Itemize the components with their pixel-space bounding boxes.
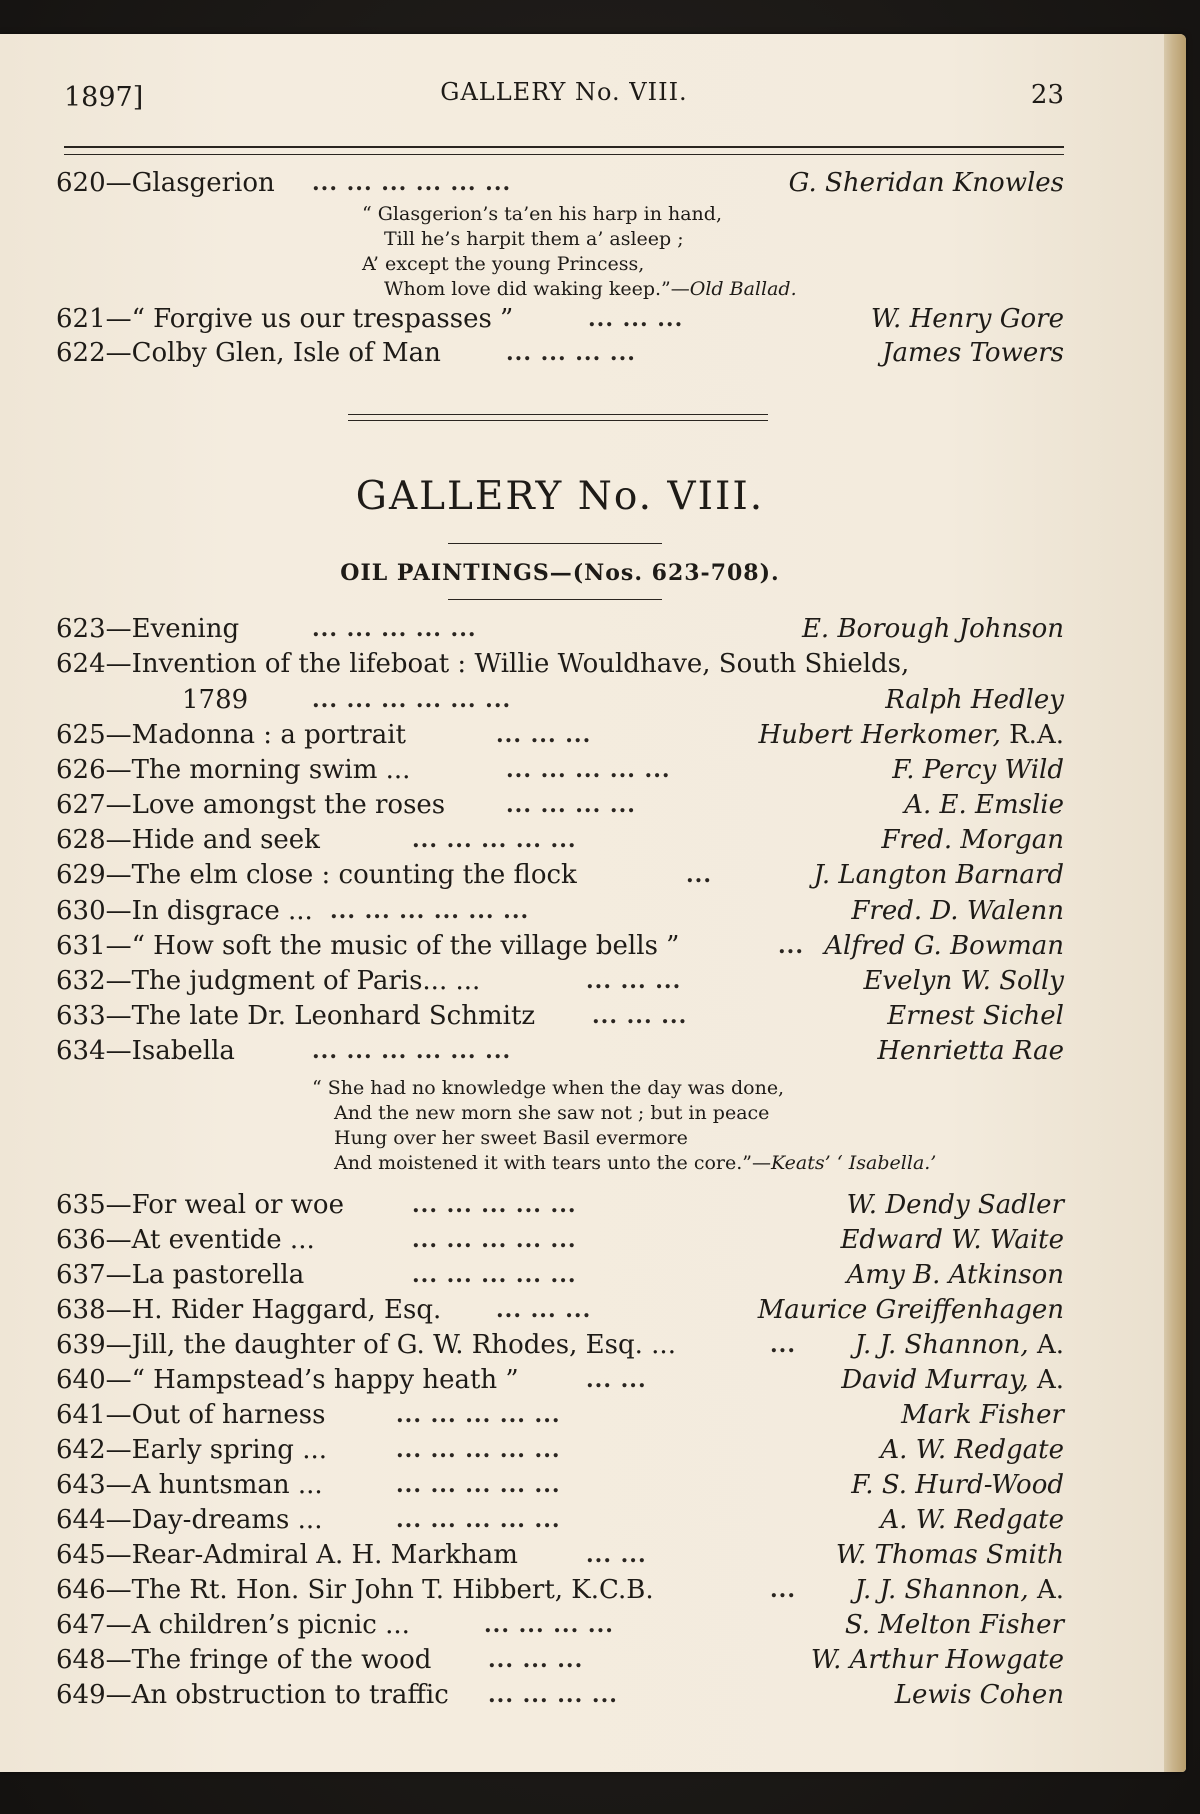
subheading-rule xyxy=(448,599,662,600)
verse-line: Hung over her sweet Basil evermore xyxy=(334,1127,688,1149)
header-double-rule xyxy=(64,146,1064,155)
entry-artist: W. Dendy Sadler xyxy=(846,1190,1064,1220)
entry-artist: Lewis Cohen xyxy=(894,1680,1064,1710)
entry-title: 640—“ Hampstead’s happy heath ” xyxy=(56,1365,519,1395)
catalogue-entry-638 xyxy=(56,1295,1064,1327)
leader-dots: ... ... ... ... xyxy=(506,792,636,818)
entry-artist: Ernest Sichel xyxy=(887,1001,1064,1031)
entry-artist: David Murray, A. xyxy=(841,1365,1064,1395)
leader-dots: ... ... ... ... ... xyxy=(412,827,577,853)
leader-dots: ... ... ... ... ... xyxy=(506,757,671,783)
page-number: 23 xyxy=(1030,80,1064,110)
catalogue-entry-644 xyxy=(56,1505,1064,1537)
verse-line: Whom love did waking keep.”—Old Ballad. xyxy=(384,278,797,300)
entry-artist: James Towers xyxy=(882,338,1064,368)
entry-title: 634—Isabella xyxy=(56,1036,235,1066)
leader-dots: ... ... ... xyxy=(496,722,592,748)
entry-artist: Mark Fisher xyxy=(901,1400,1064,1430)
entry-artist: Fred. Morgan xyxy=(881,825,1064,855)
verse-line: Till he’s harpit them a’ asleep ; xyxy=(384,228,684,250)
entry-artist: Alfred G. Bowman xyxy=(824,931,1064,961)
leader-dots: ... ... ... xyxy=(588,306,684,332)
verse-line: “ Glasgerion’s ta’en his harp in hand, xyxy=(362,203,722,225)
verse-source: Old Ballad. xyxy=(689,278,797,300)
catalogue-entry-624 xyxy=(56,649,1064,681)
leader-dots: ... ... ... ... ... ... xyxy=(312,1038,512,1064)
leader-dots: ... ... ... ... ... xyxy=(412,1227,577,1253)
verse-quotation-620 xyxy=(362,202,797,302)
catalogue-page xyxy=(0,34,1186,1772)
entry-artist: S. Melton Fisher xyxy=(844,1610,1064,1640)
entry-artist: G. Sheridan Knowles xyxy=(788,168,1064,198)
entry-artist: E. Borough Johnson xyxy=(801,614,1064,644)
leader-dots: ... ... ... ... ... ... xyxy=(330,898,530,924)
catalogue-entry-636 xyxy=(56,1225,1064,1257)
leader-dots: ... ... ... ... ... xyxy=(412,1262,577,1288)
entry-title: 639—Jill, the daughter of G. W. Rhodes, Esq. ... xyxy=(56,1330,676,1360)
entry-title: 629—The elm close : counting the flock xyxy=(56,860,577,890)
catalogue-entry-623 xyxy=(56,614,1064,646)
entry-title: 625—Madonna : a portrait xyxy=(56,720,406,750)
catalogue-entry-643 xyxy=(56,1470,1064,1502)
leader-dots: ... ... ... ... ... xyxy=(312,616,477,642)
catalogue-entry-622 xyxy=(56,338,1064,370)
leader-dots: ... xyxy=(770,1332,796,1358)
entry-title: 631—“ How soft the music of the village bells ” xyxy=(56,931,680,961)
catalogue-entry-640 xyxy=(56,1365,1064,1397)
leader-dots: ... ... ... xyxy=(496,1297,592,1323)
entry-artist: A. W. Redgate xyxy=(880,1435,1064,1465)
catalogue-entry-637 xyxy=(56,1260,1064,1292)
entry-artist: Henrietta Rae xyxy=(877,1036,1064,1066)
entry-title: 636—At eventide ... xyxy=(56,1225,315,1255)
leader-dots: ... ... ... ... ... xyxy=(396,1437,561,1463)
catalogue-entry-642 xyxy=(56,1435,1064,1467)
leader-dots: ... ... ... ... ... xyxy=(412,1192,577,1218)
catalogue-entry-631 xyxy=(56,931,1064,963)
entry-title: 649—An obstruction to traffic xyxy=(56,1680,449,1710)
entry-title-continued: 1789 xyxy=(182,685,249,715)
entry-artist: J. J. Shannon, A. xyxy=(854,1575,1064,1605)
leader-dots: ... ... ... xyxy=(488,1647,584,1673)
entry-title: 622—Colby Glen, Isle of Man xyxy=(56,338,441,368)
verse-line: And moistened it with tears unto the core.”—Keats’ ‘ Isabella.’ xyxy=(334,1152,937,1174)
running-head xyxy=(64,72,1064,112)
catalogue-entry-620 xyxy=(56,168,1064,200)
entry-title: 642—Early spring ... xyxy=(56,1435,327,1465)
entry-artist: J. Langton Barnard xyxy=(813,860,1064,890)
entry-artist: A. W. Redgate xyxy=(880,1505,1064,1535)
leader-dots: ... ... ... ... xyxy=(484,1612,614,1638)
catalogue-entry-624-continued xyxy=(56,685,1064,717)
entry-artist: Hubert Herkomer, R.A. xyxy=(758,720,1064,750)
catalogue-entry-635 xyxy=(56,1190,1064,1222)
verse-quotation-634 xyxy=(312,1076,936,1176)
catalogue-entry-647 xyxy=(56,1610,1064,1642)
leader-dots: ... xyxy=(778,933,804,959)
leader-dots: ... ... ... ... ... ... xyxy=(312,170,512,196)
entry-title: 627—Love amongst the roses xyxy=(56,790,446,820)
catalogue-entry-645 xyxy=(56,1540,1064,1572)
entry-title: 648—The fringe of the wood xyxy=(56,1645,432,1675)
entry-title: 630—In disgrace ... xyxy=(56,896,313,926)
catalogue-entry-625 xyxy=(56,720,1064,752)
catalogue-entry-632 xyxy=(56,966,1064,998)
gallery-heading: GALLERY No. VIII. xyxy=(355,474,765,519)
verse-source: Keats’ ‘ Isabella.’ xyxy=(771,1152,937,1174)
catalogue-entry-634 xyxy=(56,1036,1064,1068)
entry-artist: Fred. D. Walenn xyxy=(851,896,1064,926)
page-content xyxy=(56,34,1066,1772)
catalogue-entry-629 xyxy=(56,860,1064,892)
catalogue-entry-633 xyxy=(56,1001,1064,1033)
entry-title: 621—“ Forgive us our trespasses ” xyxy=(56,304,514,334)
entry-title: 637—La pastorella xyxy=(56,1260,305,1290)
entry-title: 623—Evening xyxy=(56,614,240,644)
catalogue-entry-648 xyxy=(56,1645,1064,1677)
entry-title: 624—Invention of the lifeboat : Willie Wouldhave, South Shields, xyxy=(56,649,910,679)
catalogue-entry-626 xyxy=(56,755,1064,787)
section-divider-rule xyxy=(348,414,768,421)
entry-artist: Ralph Hedley xyxy=(885,685,1064,715)
leader-dots: ... ... ... xyxy=(586,968,682,994)
entry-artist: J. J. Shannon, A. xyxy=(854,1330,1064,1360)
leader-dots: ... ... ... ... xyxy=(488,1682,618,1708)
leader-dots: ... ... ... xyxy=(592,1003,688,1029)
entry-artist: Evelyn W. Solly xyxy=(863,966,1064,996)
catalogue-entry-646 xyxy=(56,1575,1064,1607)
entry-title: 641—Out of harness xyxy=(56,1400,326,1430)
entry-artist: F. Percy Wild xyxy=(892,755,1064,785)
entry-artist: Edward W. Waite xyxy=(840,1225,1064,1255)
entry-artist: W. Thomas Smith xyxy=(835,1540,1064,1570)
entry-title: 647—A children’s picnic ... xyxy=(56,1610,410,1640)
heading-rule xyxy=(448,543,662,544)
leader-dots: ... ... ... ... ... xyxy=(396,1402,561,1428)
entry-title: 632—The judgment of Paris... ... xyxy=(56,966,481,996)
verse-line: “ She had no knowledge when the day was done, xyxy=(312,1077,785,1099)
leader-dots: ... ... xyxy=(586,1542,647,1568)
leader-dots: ... xyxy=(686,862,712,888)
entry-title: 633—The late Dr. Leonhard Schmitz xyxy=(56,1001,536,1031)
entry-artist: W. Arthur Howgate xyxy=(810,1645,1064,1675)
entry-artist: W. Henry Gore xyxy=(870,304,1064,334)
catalogue-entry-630 xyxy=(56,896,1064,928)
catalogue-entry-621 xyxy=(56,304,1064,336)
leader-dots: ... ... ... ... ... xyxy=(396,1507,561,1533)
leader-dots: ... xyxy=(770,1577,796,1603)
entry-title: 646—The Rt. Hon. Sir John T. Hibbert, K.C.B. xyxy=(56,1575,654,1605)
entry-title: 645—Rear-Admiral A. H. Markham xyxy=(56,1540,518,1570)
catalogue-entry-639 xyxy=(56,1330,1064,1362)
entry-artist: A. E. Emslie xyxy=(904,790,1064,820)
page-edge xyxy=(1164,34,1186,1772)
catalogue-entry-628 xyxy=(56,825,1064,857)
verse-line: And the new morn she saw not ; but in peace xyxy=(334,1102,770,1124)
leader-dots: ... ... ... ... ... xyxy=(396,1472,561,1498)
running-head-title: GALLERY No. VIII. xyxy=(440,78,688,106)
verse-line: A’ except the young Princess, xyxy=(362,253,645,275)
running-head-year: 1897] xyxy=(64,82,144,113)
leader-dots: ... ... ... ... ... ... xyxy=(312,687,512,713)
catalogue-entry-641 xyxy=(56,1400,1064,1432)
entry-title: 626—The morning swim ... xyxy=(56,755,411,785)
leader-dots: ... ... xyxy=(586,1367,647,1393)
entry-title: 638—H. Rider Haggard, Esq. xyxy=(56,1295,442,1325)
entry-title: 628—Hide and seek xyxy=(56,825,320,855)
leader-dots: ... ... ... ... xyxy=(506,340,636,366)
entry-title: 643—A huntsman ... xyxy=(56,1470,323,1500)
entry-title: 644—Day-dreams ... xyxy=(56,1505,323,1535)
catalogue-entry-649 xyxy=(56,1680,1064,1712)
section-subheading: OIL PAINTINGS—(Nos. 623-708). xyxy=(340,560,780,586)
entry-artist: Amy B. Atkinson xyxy=(846,1260,1064,1290)
entry-title: 635—For weal or woe xyxy=(56,1190,344,1220)
catalogue-entry-627 xyxy=(56,790,1064,822)
entry-title: 620—Glasgerion xyxy=(56,168,275,198)
entry-artist: Maurice Greiffenhagen xyxy=(757,1295,1064,1325)
entry-artist: F. S. Hurd-Wood xyxy=(851,1470,1064,1500)
